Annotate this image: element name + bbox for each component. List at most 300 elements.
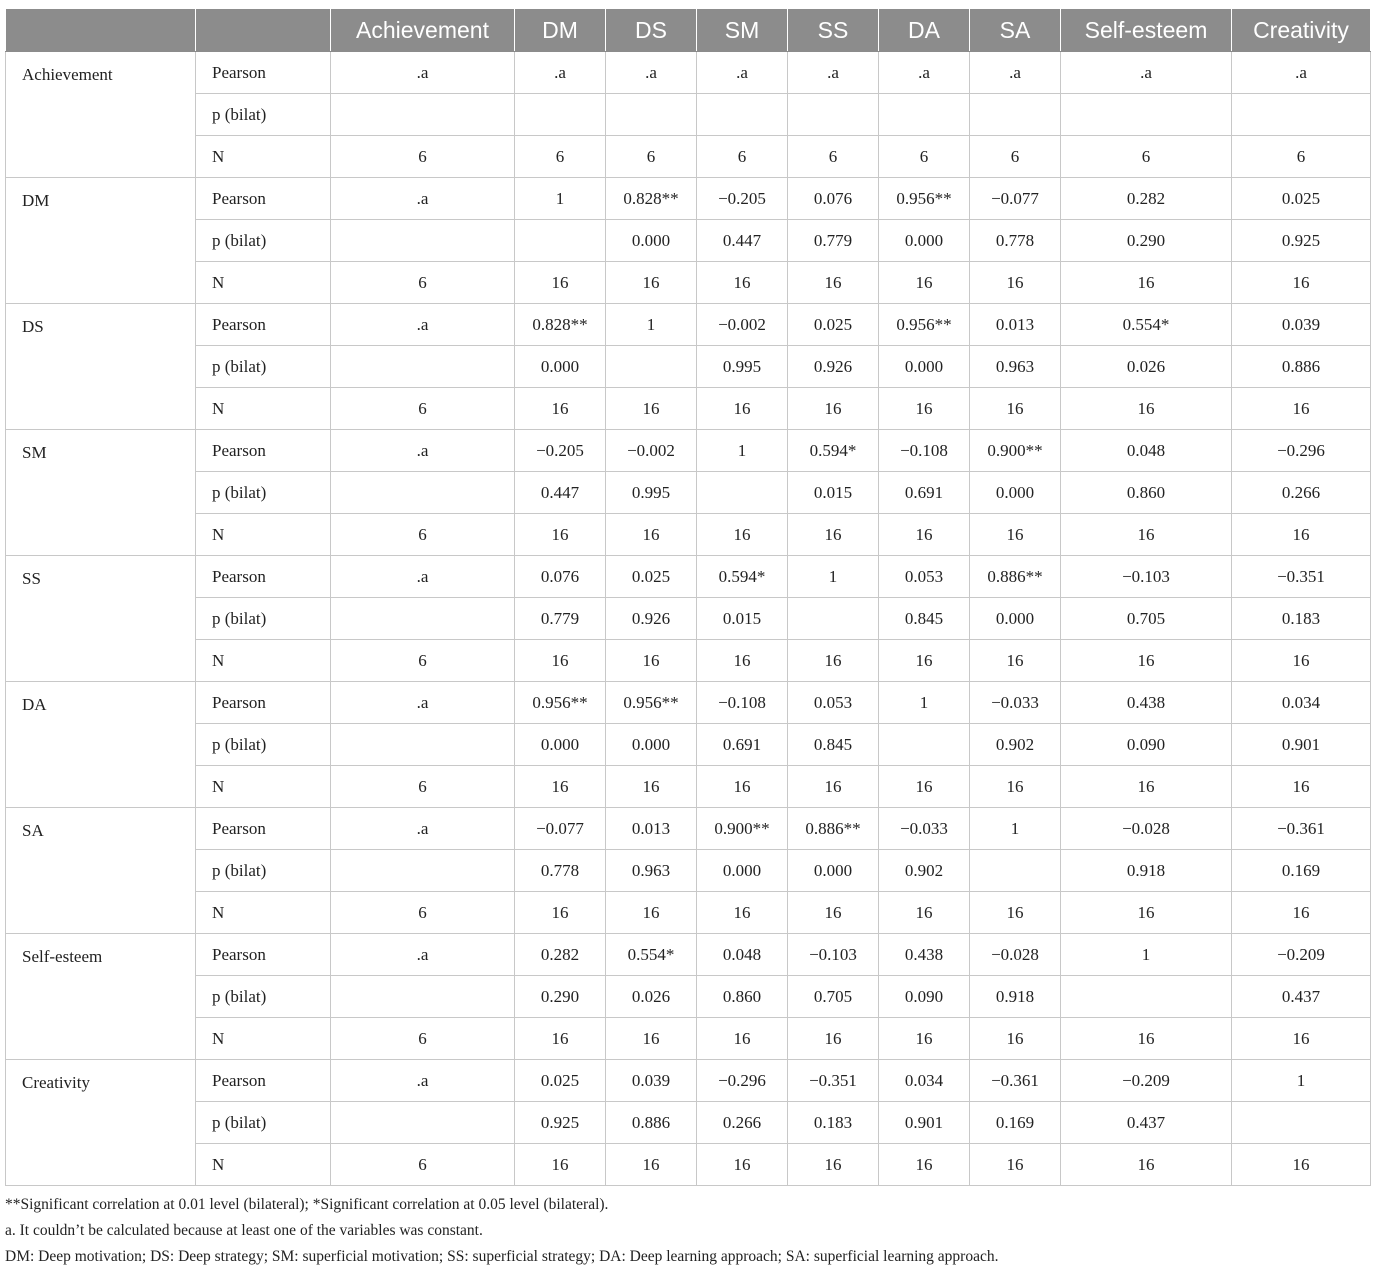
table-cell: 16 xyxy=(515,766,606,808)
row-variable-label: Self-esteem xyxy=(6,934,196,1060)
header-row xyxy=(6,9,1371,52)
table-row xyxy=(6,892,1371,934)
table-cell: 0.000 xyxy=(515,724,606,766)
table-cell: 16 xyxy=(515,892,606,934)
table-cell: 0.995 xyxy=(606,472,697,514)
table-cell: 0.000 xyxy=(879,346,970,388)
table-cell: 0.845 xyxy=(788,724,879,766)
table-cell: 16 xyxy=(606,514,697,556)
table-footnotes xyxy=(5,1192,1370,1270)
table-cell: 6 xyxy=(788,136,879,178)
table-cell: 0.048 xyxy=(1061,430,1232,472)
table-cell: 0.926 xyxy=(788,346,879,388)
table-cell: 16 xyxy=(697,262,788,304)
table-row xyxy=(6,682,1371,724)
table-cell xyxy=(515,220,606,262)
table-cell: 0.926 xyxy=(606,598,697,640)
table-cell: 16 xyxy=(1061,1018,1232,1060)
table-cell: .a xyxy=(331,934,515,976)
table-cell: 0.013 xyxy=(606,808,697,850)
table-cell: 0.026 xyxy=(1061,346,1232,388)
table-cell: 6 xyxy=(879,136,970,178)
table-row xyxy=(6,388,1371,430)
table-cell: 6 xyxy=(1232,136,1371,178)
table-cell: −0.209 xyxy=(1232,934,1371,976)
table-cell xyxy=(788,598,879,640)
table-row xyxy=(6,976,1371,1018)
table-cell: .a xyxy=(1232,52,1371,94)
table-cell xyxy=(606,94,697,136)
table-cell: 16 xyxy=(879,1018,970,1060)
table-cell: −0.077 xyxy=(515,808,606,850)
table-cell: 16 xyxy=(1232,1018,1371,1060)
table-cell: 0.900** xyxy=(970,430,1061,472)
table-cell xyxy=(331,850,515,892)
column-header: DA xyxy=(879,9,970,52)
table-cell: 0.026 xyxy=(606,976,697,1018)
table-cell: −0.002 xyxy=(606,430,697,472)
table-cell: 0.039 xyxy=(1232,304,1371,346)
table-cell: 16 xyxy=(697,388,788,430)
table-cell: 0.039 xyxy=(606,1060,697,1102)
table-cell: 6 xyxy=(331,514,515,556)
column-header: DS xyxy=(606,9,697,52)
table-cell: 16 xyxy=(515,514,606,556)
table-cell: 16 xyxy=(788,262,879,304)
table-cell: 0.000 xyxy=(606,220,697,262)
table-cell: 6 xyxy=(1061,136,1232,178)
statistic-label: N xyxy=(196,1144,331,1186)
table-cell: 0.778 xyxy=(970,220,1061,262)
table-cell: 16 xyxy=(697,892,788,934)
table-row xyxy=(6,178,1371,220)
statistic-label: N xyxy=(196,1018,331,1060)
statistic-label: p (bilat) xyxy=(196,976,331,1018)
table-row xyxy=(6,556,1371,598)
table-cell: −0.002 xyxy=(697,304,788,346)
statistic-label: p (bilat) xyxy=(196,220,331,262)
table-cell: .a xyxy=(331,52,515,94)
statistic-label: Pearson xyxy=(196,52,331,94)
table-cell: −0.028 xyxy=(1061,808,1232,850)
table-cell xyxy=(331,1102,515,1144)
table-cell: 0.048 xyxy=(697,934,788,976)
table-cell: 0.034 xyxy=(879,1060,970,1102)
table-cell xyxy=(331,598,515,640)
table-cell: 0.000 xyxy=(788,850,879,892)
table-cell: 0.901 xyxy=(1232,724,1371,766)
table-cell: 16 xyxy=(515,640,606,682)
row-variable-label: DM xyxy=(6,178,196,304)
table-cell: 16 xyxy=(697,1144,788,1186)
table-cell: 16 xyxy=(788,640,879,682)
table-cell: 6 xyxy=(331,640,515,682)
table-cell: 16 xyxy=(606,388,697,430)
table-cell: 0.090 xyxy=(879,976,970,1018)
table-cell: 16 xyxy=(879,766,970,808)
table-cell: 0.691 xyxy=(697,724,788,766)
table-cell: 0.691 xyxy=(879,472,970,514)
row-variable-label: Achievement xyxy=(6,52,196,178)
table-cell: 0.901 xyxy=(879,1102,970,1144)
statistic-label: N xyxy=(196,766,331,808)
table-body xyxy=(6,52,1371,1186)
table-cell: 16 xyxy=(697,640,788,682)
table-cell: 0.183 xyxy=(788,1102,879,1144)
statistic-label: p (bilat) xyxy=(196,598,331,640)
table-cell xyxy=(331,94,515,136)
table-cell: 0.705 xyxy=(1061,598,1232,640)
table-cell: 0.013 xyxy=(970,304,1061,346)
table-cell: 6 xyxy=(606,136,697,178)
table-cell: 16 xyxy=(515,388,606,430)
table-cell: 1 xyxy=(970,808,1061,850)
table-cell: .a xyxy=(331,430,515,472)
column-header xyxy=(196,9,331,52)
table-cell: 0.025 xyxy=(515,1060,606,1102)
table-cell: 16 xyxy=(606,1144,697,1186)
table-cell: −0.361 xyxy=(970,1060,1061,1102)
table-cell: 16 xyxy=(1232,640,1371,682)
table-row xyxy=(6,598,1371,640)
table-row xyxy=(6,52,1371,94)
table-cell: 0.554* xyxy=(606,934,697,976)
table-cell xyxy=(331,220,515,262)
table-cell: 16 xyxy=(970,1018,1061,1060)
statistic-label: Pearson xyxy=(196,808,331,850)
table-row xyxy=(6,934,1371,976)
statistic-label: Pearson xyxy=(196,1060,331,1102)
table-row xyxy=(6,808,1371,850)
table-cell: 0.886 xyxy=(606,1102,697,1144)
statistic-label: p (bilat) xyxy=(196,850,331,892)
table-cell: 16 xyxy=(970,766,1061,808)
table-cell: 0.438 xyxy=(1061,682,1232,724)
table-cell: .a xyxy=(697,52,788,94)
table-cell: 0.995 xyxy=(697,346,788,388)
table-cell xyxy=(879,724,970,766)
table-cell: 6 xyxy=(331,1018,515,1060)
table-cell: .a xyxy=(331,682,515,724)
table-cell: .a xyxy=(331,304,515,346)
table-cell: 0.290 xyxy=(1061,220,1232,262)
table-cell: 0.025 xyxy=(788,304,879,346)
statistic-label: Pearson xyxy=(196,304,331,346)
table-cell: 1 xyxy=(879,682,970,724)
table-row xyxy=(6,346,1371,388)
table-cell xyxy=(1061,94,1232,136)
table-cell xyxy=(331,346,515,388)
table-row xyxy=(6,766,1371,808)
table-cell: −0.077 xyxy=(970,178,1061,220)
table-cell: 16 xyxy=(788,1144,879,1186)
table-cell: 0.900** xyxy=(697,808,788,850)
table-cell: 16 xyxy=(788,514,879,556)
table-cell: −0.296 xyxy=(1232,430,1371,472)
table-cell: 0.956** xyxy=(879,304,970,346)
table-cell xyxy=(331,976,515,1018)
table-cell: 16 xyxy=(1232,1144,1371,1186)
table-cell: 0.902 xyxy=(970,724,1061,766)
table-cell: .a xyxy=(970,52,1061,94)
table-header xyxy=(6,9,1371,52)
table-cell: 0.778 xyxy=(515,850,606,892)
table-row xyxy=(6,472,1371,514)
table-cell: 0.956** xyxy=(879,178,970,220)
column-header: SM xyxy=(697,9,788,52)
table-cell: .a xyxy=(331,1060,515,1102)
table-cell: .a xyxy=(788,52,879,94)
statistic-label: N xyxy=(196,514,331,556)
table-cell: 0.594* xyxy=(697,556,788,598)
row-variable-label: DA xyxy=(6,682,196,808)
table-cell: 16 xyxy=(697,766,788,808)
table-cell: 16 xyxy=(788,388,879,430)
table-cell: 16 xyxy=(788,892,879,934)
table-cell: 0.282 xyxy=(1061,178,1232,220)
table-row xyxy=(6,1102,1371,1144)
table-cell: 0.076 xyxy=(788,178,879,220)
statistic-label: p (bilat) xyxy=(196,724,331,766)
table-cell xyxy=(331,724,515,766)
table-cell: .a xyxy=(331,808,515,850)
table-row xyxy=(6,136,1371,178)
table-cell: 1 xyxy=(1232,1060,1371,1102)
table-cell: 16 xyxy=(788,1018,879,1060)
table-cell: 16 xyxy=(1232,892,1371,934)
table-cell: .a xyxy=(1061,52,1232,94)
table-cell: 0.290 xyxy=(515,976,606,1018)
table-cell: 0.034 xyxy=(1232,682,1371,724)
table-cell: .a xyxy=(606,52,697,94)
table-cell: 0.282 xyxy=(515,934,606,976)
table-cell: 0.000 xyxy=(606,724,697,766)
table-cell: 16 xyxy=(1061,514,1232,556)
table-cell: 16 xyxy=(970,1144,1061,1186)
table-cell: 0.076 xyxy=(515,556,606,598)
table-cell: .a xyxy=(331,556,515,598)
column-header: SA xyxy=(970,9,1061,52)
table-cell: 6 xyxy=(697,136,788,178)
statistic-label: Pearson xyxy=(196,934,331,976)
table-cell: −0.351 xyxy=(788,1060,879,1102)
table-cell: 0.902 xyxy=(879,850,970,892)
footnote: **Significant correlation at 0.01 level (bilateral); *Significant correlation at 0.05 level (bilateral). xyxy=(5,1196,609,1213)
table-cell: 16 xyxy=(1232,514,1371,556)
table-cell: 0.963 xyxy=(970,346,1061,388)
table-cell xyxy=(331,472,515,514)
table-cell: 0.447 xyxy=(515,472,606,514)
table-cell: 16 xyxy=(788,766,879,808)
table-cell: 0.000 xyxy=(697,850,788,892)
table-row xyxy=(6,430,1371,472)
table-cell: 6 xyxy=(331,136,515,178)
table-cell: 16 xyxy=(879,640,970,682)
table-cell: 16 xyxy=(1061,640,1232,682)
table-cell: .a xyxy=(331,178,515,220)
table-cell: 6 xyxy=(331,766,515,808)
footnote: DM: Deep motivation; DS: Deep strategy; SM: superficial motivation; SS: superficial strategy; DA: Deep learning approach; SA: superficial learning approach. xyxy=(5,1248,999,1265)
table-cell: 1 xyxy=(515,178,606,220)
table-cell: 0.918 xyxy=(970,976,1061,1018)
table-cell: 0.015 xyxy=(788,472,879,514)
table-cell: 0.053 xyxy=(879,556,970,598)
column-header: Achievement xyxy=(331,9,515,52)
column-header: SS xyxy=(788,9,879,52)
table-cell: −0.028 xyxy=(970,934,1061,976)
table-cell: −0.103 xyxy=(788,934,879,976)
table-cell: −0.361 xyxy=(1232,808,1371,850)
table-cell: 0.437 xyxy=(1232,976,1371,1018)
table-cell: 16 xyxy=(515,1144,606,1186)
table-cell: 16 xyxy=(1232,262,1371,304)
table-cell: 6 xyxy=(515,136,606,178)
row-variable-label: Creativity xyxy=(6,1060,196,1186)
table-wrapper xyxy=(5,8,1370,1270)
table-cell xyxy=(788,94,879,136)
row-variable-label: SM xyxy=(6,430,196,556)
table-row xyxy=(6,304,1371,346)
column-header xyxy=(6,9,196,52)
table-cell: −0.108 xyxy=(879,430,970,472)
table-cell: −0.205 xyxy=(515,430,606,472)
table-cell xyxy=(697,472,788,514)
row-variable-label: SS xyxy=(6,556,196,682)
table-cell: −0.296 xyxy=(697,1060,788,1102)
column-header: DM xyxy=(515,9,606,52)
table-cell: −0.205 xyxy=(697,178,788,220)
table-cell: 0.090 xyxy=(1061,724,1232,766)
table-cell: 16 xyxy=(697,1018,788,1060)
table-cell: 16 xyxy=(1061,262,1232,304)
table-cell: 16 xyxy=(606,766,697,808)
table-cell: 0.860 xyxy=(697,976,788,1018)
table-cell xyxy=(606,346,697,388)
table-cell: −0.209 xyxy=(1061,1060,1232,1102)
table-cell: 6 xyxy=(970,136,1061,178)
table-cell: −0.033 xyxy=(879,808,970,850)
table-cell: 0.183 xyxy=(1232,598,1371,640)
table-cell: 0.925 xyxy=(1232,220,1371,262)
table-cell: 0.437 xyxy=(1061,1102,1232,1144)
table-cell: 0.000 xyxy=(515,346,606,388)
column-header: Self-esteem xyxy=(1061,9,1232,52)
table-row xyxy=(6,724,1371,766)
table-row xyxy=(6,640,1371,682)
statistic-label: Pearson xyxy=(196,178,331,220)
table-cell: 16 xyxy=(879,388,970,430)
table-cell: 16 xyxy=(1061,388,1232,430)
table-cell: 16 xyxy=(970,388,1061,430)
table-cell: 0.169 xyxy=(1232,850,1371,892)
statistic-label: N xyxy=(196,262,331,304)
table-cell: −0.033 xyxy=(970,682,1061,724)
statistic-label: p (bilat) xyxy=(196,472,331,514)
statistic-label: N xyxy=(196,388,331,430)
table-cell: 0.956** xyxy=(515,682,606,724)
table-cell: 0.705 xyxy=(788,976,879,1018)
table-cell: 16 xyxy=(970,514,1061,556)
table-cell: 16 xyxy=(879,262,970,304)
table-cell: 16 xyxy=(970,262,1061,304)
table-cell: 0.000 xyxy=(879,220,970,262)
table-cell: 0.053 xyxy=(788,682,879,724)
table-cell: 1 xyxy=(788,556,879,598)
table-cell: −0.351 xyxy=(1232,556,1371,598)
table-cell xyxy=(970,94,1061,136)
table-cell: 16 xyxy=(606,262,697,304)
table-cell: 0.266 xyxy=(1232,472,1371,514)
table-cell: 16 xyxy=(515,262,606,304)
table-cell xyxy=(1061,976,1232,1018)
table-cell: 16 xyxy=(1232,766,1371,808)
table-cell: 0.000 xyxy=(970,472,1061,514)
table-cell: 6 xyxy=(331,892,515,934)
table-cell: 6 xyxy=(331,388,515,430)
table-row xyxy=(6,1144,1371,1186)
table-cell: 16 xyxy=(606,1018,697,1060)
table-cell: 16 xyxy=(879,514,970,556)
table-cell: .a xyxy=(515,52,606,94)
table-cell: 16 xyxy=(970,640,1061,682)
table-row xyxy=(6,220,1371,262)
table-cell xyxy=(879,94,970,136)
table-cell xyxy=(970,850,1061,892)
table-row xyxy=(6,94,1371,136)
table-cell: 0.266 xyxy=(697,1102,788,1144)
row-variable-label: SA xyxy=(6,808,196,934)
table-cell: 16 xyxy=(1061,1144,1232,1186)
table-cell: 0.886** xyxy=(788,808,879,850)
table-row xyxy=(6,1018,1371,1060)
table-cell: 0.828** xyxy=(515,304,606,346)
table-cell: 0.779 xyxy=(515,598,606,640)
table-cell: 0.886 xyxy=(1232,346,1371,388)
statistic-label: Pearson xyxy=(196,556,331,598)
table-cell: 16 xyxy=(970,892,1061,934)
table-cell: 0.447 xyxy=(697,220,788,262)
table-cell: 0.025 xyxy=(1232,178,1371,220)
column-header: Creativity xyxy=(1232,9,1371,52)
table-row xyxy=(6,262,1371,304)
table-cell xyxy=(1232,94,1371,136)
table-cell: 16 xyxy=(1061,892,1232,934)
table-cell: 1 xyxy=(1061,934,1232,976)
table-cell: 16 xyxy=(879,1144,970,1186)
table-cell: 0.845 xyxy=(879,598,970,640)
table-cell: 0.554* xyxy=(1061,304,1232,346)
table-cell: 0.925 xyxy=(515,1102,606,1144)
table-cell: 6 xyxy=(331,262,515,304)
table-cell: −0.103 xyxy=(1061,556,1232,598)
statistic-label: Pearson xyxy=(196,682,331,724)
table-cell xyxy=(515,94,606,136)
table-cell: 0.015 xyxy=(697,598,788,640)
table-cell: 16 xyxy=(606,892,697,934)
table-cell: 0.956** xyxy=(606,682,697,724)
statistic-label: Pearson xyxy=(196,430,331,472)
table-cell: 16 xyxy=(606,640,697,682)
table-cell: 0.025 xyxy=(606,556,697,598)
table-cell xyxy=(697,94,788,136)
table-cell: 16 xyxy=(1061,766,1232,808)
table-cell: 16 xyxy=(1232,388,1371,430)
statistic-label: p (bilat) xyxy=(196,346,331,388)
table-cell: .a xyxy=(879,52,970,94)
statistic-label: p (bilat) xyxy=(196,94,331,136)
table-cell: 6 xyxy=(331,1144,515,1186)
table-row xyxy=(6,850,1371,892)
